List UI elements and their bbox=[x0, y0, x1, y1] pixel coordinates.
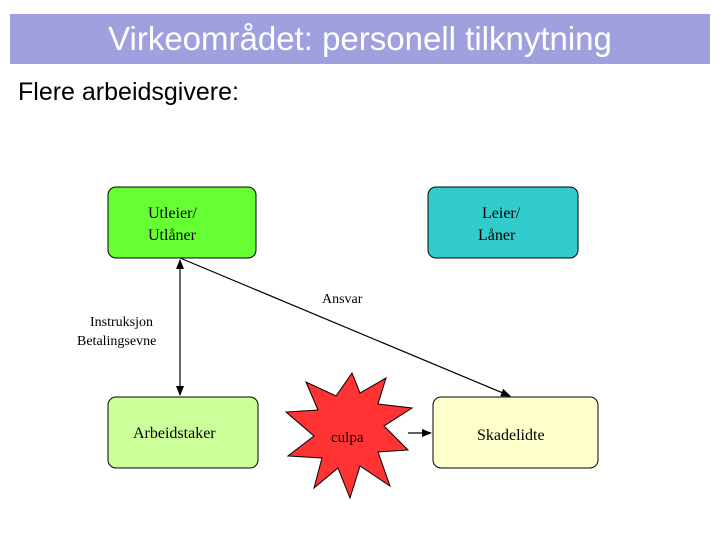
leier-label-line1: Leier/ bbox=[482, 205, 521, 222]
utleier-label-line2: Utlåner bbox=[148, 227, 196, 244]
utleier-label-line1: Utleier/ bbox=[148, 205, 197, 222]
utleier-box bbox=[108, 187, 256, 258]
arbeidstaker-label: Arbeidstaker bbox=[133, 425, 216, 442]
instruksjon-label: Instruksjon bbox=[90, 315, 153, 330]
leier-box bbox=[428, 187, 578, 258]
ansvar-arrow bbox=[180, 258, 510, 396]
leier-label-line2: Låner bbox=[478, 227, 516, 244]
culpa-label: culpa bbox=[331, 430, 364, 446]
page-subtitle: Flere arbeidsgivere: bbox=[18, 78, 239, 106]
ansvar-label: Ansvar bbox=[322, 292, 363, 307]
betalingsevne-label: Betalingsevne bbox=[77, 334, 157, 349]
page-title: Virkeområdet: personell tilknytning bbox=[108, 20, 612, 57]
skadelidte-label: Skadelidte bbox=[477, 427, 545, 444]
